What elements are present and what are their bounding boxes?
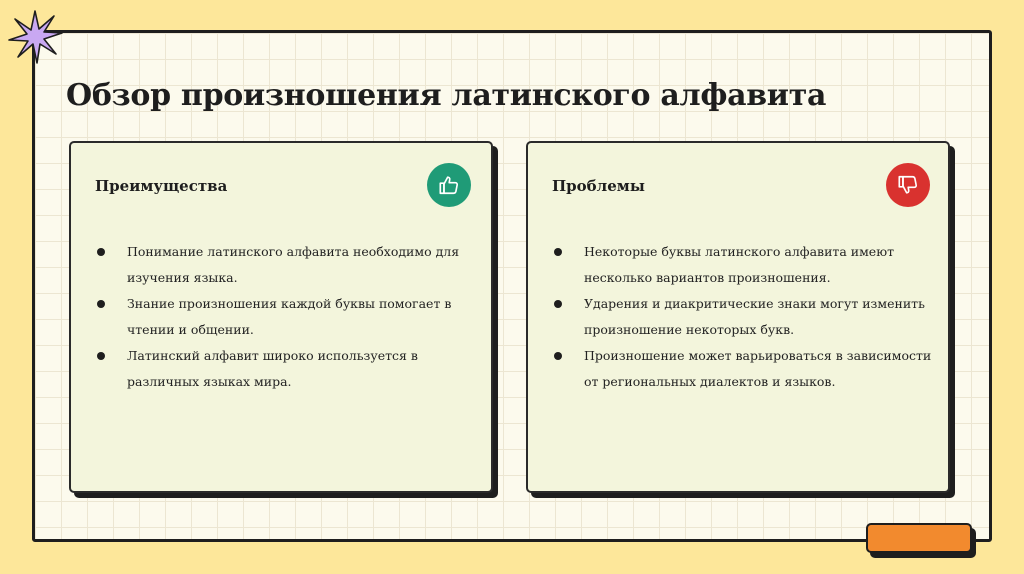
list-item: Знание произношения каждой буквы помогает в чтении и общении. — [93, 291, 483, 343]
list-item: Произношение может варьироваться в зависимости от региональных диалектов и языков. — [550, 343, 940, 395]
orange-accent-button[interactable] — [866, 523, 972, 553]
problems-card — [526, 141, 950, 493]
thumbs-down-icon — [897, 174, 919, 196]
list-item: Латинский алфавит широко используется в различных языках мира. — [93, 343, 483, 395]
advantages-badge — [427, 163, 471, 207]
sparkle-star-icon — [6, 8, 64, 66]
problems-list — [550, 239, 940, 395]
problems-heading: Проблемы — [552, 177, 645, 195]
list-item: Некоторые буквы латинского алфавита имеют несколько вариантов произношения. — [550, 239, 940, 291]
list-item: Понимание латинского алфавита необходимо для изучения языка. — [93, 239, 483, 291]
thumbs-up-icon — [438, 174, 460, 196]
advantages-heading: Преимущества — [95, 177, 228, 195]
problems-badge — [886, 163, 930, 207]
page-title: Обзор произношения латинского алфавита — [66, 78, 827, 113]
list-item: Ударения и диакритические знаки могут изменить произношение некоторых букв. — [550, 291, 940, 343]
advantages-card — [69, 141, 493, 493]
advantages-list — [93, 239, 483, 395]
